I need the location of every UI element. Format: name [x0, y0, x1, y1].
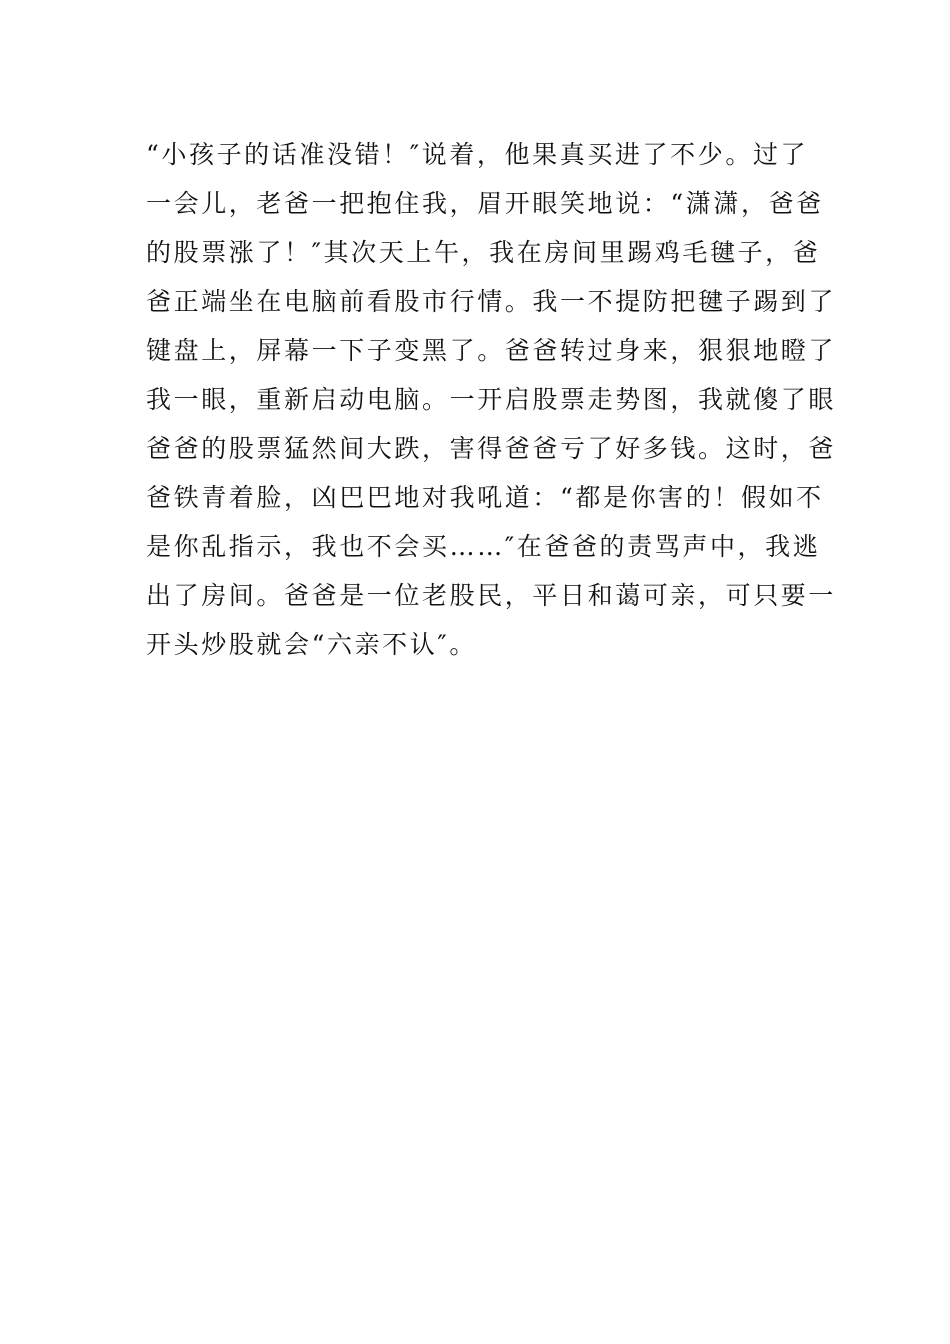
- text-line: 开头炒股就会“六亲不认″。: [146, 630, 477, 659]
- text-line: 爸铁青着脸，凶巴巴地对我吼道：“都是你害的！假如不: [146, 483, 824, 512]
- text-line: 爸正端坐在电脑前看股市行情。我一不提防把毽子踢到了: [146, 287, 837, 316]
- body-paragraph: [146, 130, 837, 669]
- text-line: “小孩子的话准没错！″说着，他果真买进了不少。过了: [146, 140, 809, 169]
- text-line: 一会儿，老爸一把抱住我，眉开眼笑地说：“潇潇，爸爸: [146, 189, 824, 218]
- text-line: 的股票涨了！″其次天上午，我在房间里踢鸡毛毽子，爸: [146, 238, 821, 267]
- text-line: 我一眼，重新启动电脑。一开启股票走势图，我就傻了眼: [146, 385, 837, 414]
- text-line: 爸爸的股票猛然间大跌，害得爸爸亏了好多钱。这时，爸: [146, 434, 837, 463]
- text-line: 出了房间。爸爸是一位老股民，平日和蔼可亲，可只要一: [146, 581, 837, 610]
- text-line: 键盘上，屏幕一下子变黑了。爸爸转过身来，狠狠地瞪了: [146, 336, 837, 365]
- text-line: 是你乱指示，我也不会买……″在爸爸的责骂声中，我逃: [146, 532, 821, 561]
